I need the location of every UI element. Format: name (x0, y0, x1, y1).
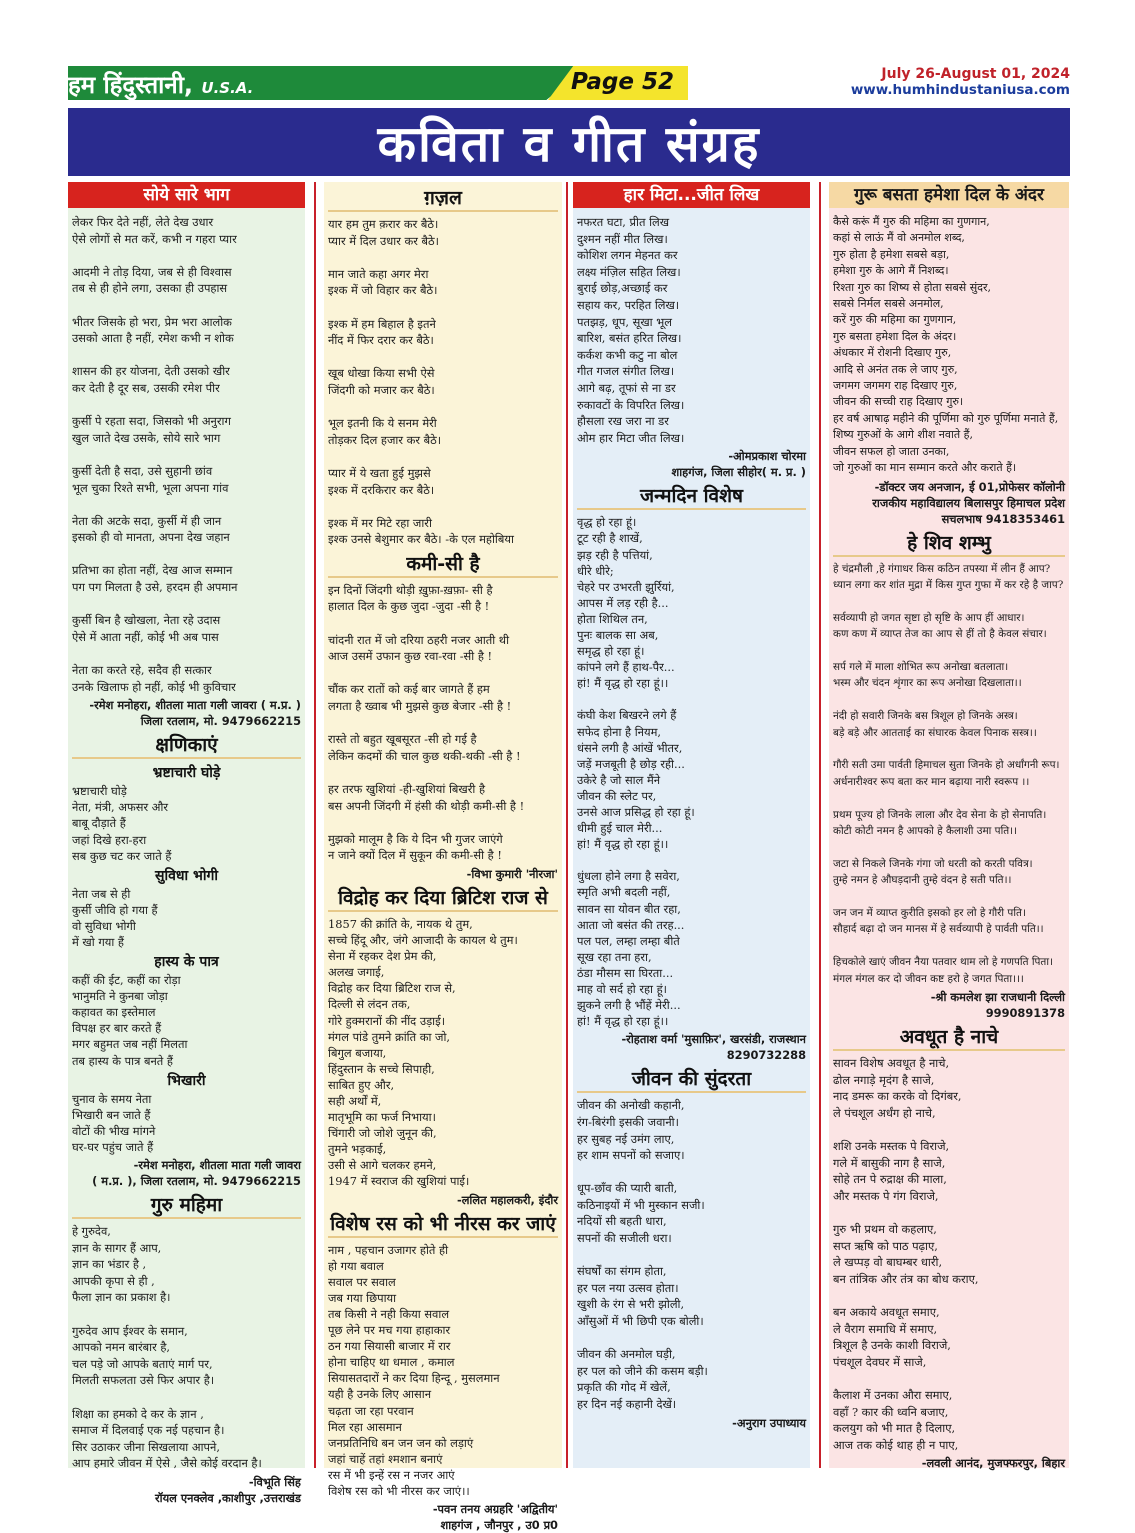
poem-body: यार हम तुम क़रार कर बैठे। प्यार में दिल उधार कर बैठे। मान जाते कहा अगर मेरा इश्क में जो विहार कर बैठे। इश्क में हम बिहाल है इतने नींद में फिर दरार कर बैठे। खूब धोखा किया सभी ऐसे जिंदगी को मजार कर बैठे। भूल इतनी कि ये सनम मेरी तोड़कर दिल हजार कर बैठे। प्यार में ये खता हुई मुझसे इश्क में दरकिरार कर बैठे। इश्क में मर मिटे रहा जारी इश्क उनसे बेशुमार कर बैठे। -के एल महोबिया (328, 217, 514, 547)
poem-credit: -अनुराग उपाध्याय (732, 1415, 806, 1430)
poem-credit: -रमेश मनोहरा, शीतला माता गली जावरा ( म.प्र. ) जिला रतलाम, मो. 9479662215 (89, 698, 301, 729)
poem-title: ग़ज़ल (328, 186, 558, 212)
masthead (68, 66, 1070, 100)
poem-subtitle: भिखारी (167, 1072, 206, 1089)
poem-credit: -पवन तनय अग्रहरि 'अद्वितीय' शाहगंज , जौनपुर , उ0 प्र0 (432, 1502, 558, 1533)
column-2 (324, 182, 562, 1533)
poem-credit: -लवली आनंद, मुजफ्फरपुर, बिहार (921, 1456, 1065, 1471)
poem-body: हे गुरुदेव, ज्ञान के सागर हैं आप, ज्ञान का भंडार है , आपकी कृपा से ही , फैला ज्ञान का प्रकाश है। गुरुदेव आप ईश्वर के समान, आपको नमन बारंबार है, चल पड़े जो आपके बताएं मार्ग पर, मिलती सफलता उसे फिर अपार है। शिक्षा का हमको दे कर के ज्ञान , समाज में दिलवाई एक नई पहचान है। सिर उठाकर जीना सिखलाया आपने, आप हमारे जीवन में ऐसे , जैसे कोई वरदान है। (72, 1224, 262, 1471)
poem-title: विशेष रस को भी नीरस कर जाएं (328, 1212, 558, 1238)
masthead-name (68, 68, 253, 101)
poem-title: अवधूत है नाचे (833, 1025, 1065, 1051)
website-link[interactable]: www.humhindustaniusa.com (850, 82, 1070, 98)
column-1 (68, 182, 305, 1505)
poem-subtitle: भ्रष्टाचारी घोड़े (152, 765, 221, 782)
newspaper-name: हम हिंदुस्तानी, (68, 71, 194, 99)
poem-title: क्षणिकाएं (72, 733, 301, 759)
poem-credit: -डॉक्टर जय अनजान, ई 01,प्रोफेसर कॉलोनी राजकीय महाविद्यालय बिलासपुर हिमाचल प्रदेश सचलभाष 9418353461 (872, 479, 1065, 526)
poem-credit: -ओमप्रकाश चोरमा शाहगंज, जिला सीहोर( म. प्र. ) (671, 449, 806, 480)
poem-title: गुरु महिमा (72, 1193, 301, 1219)
poem-body: नेता जब से ही कुर्सी जीवि हो गया हैं वो सुविधा भोगी में खो गया हैं (72, 886, 158, 949)
poem-body: लेकर फिर देते नहीं, लेते देख उधार ऐसे लोगों से मत करें, कभी न गहरा प्यार आदमी ने तोड़ दिया, जब से ही विश्वास तब से ही होने लगा, उसका ही उपहास भीतर जिसके हो भरा, प्रेम भरा आलोक उसको आता है नहीं, रमेश कभी न शोक शासन की हर योजना, देती उसको खीर कर देती है दूर सब, उसकी रमेश पीर कुर्सी पे रहता सदा, जिसको भी अनुराग खुल जाते देख उसके, सोये सारे भाग कुर्सी देती है सदा, उसे सुहानी छांव भूल चुका रिश्ते सभी, भूला अपना गांव नेता की अटके सदा, कुर्सी में ही जान इसको ही वो मानता, अपना देख जहान प्रतिभा का होता नहीं, देख आज सम्मान पग पग मिलता है उसे, हरदम ही अपमान कुर्सी बिन है खोखला, नेता रहे उदास ऐसे में आता नहीं, कोई भी अब पास नेता का करते रहे, सदैव ही सत्कार उनके खिलाफ हो नहीं, कोई भी कुविचार (72, 215, 238, 694)
poem-body: जीवन की अनोखी कहानी, रंग-बिरंगी इसकी जवानी। हर सुबह नई उमंग लाए, हर शाम सपनों को सजाए। धूप-छाँव की प्यारी बाती, कठिनाइयों में भी मुस्कान सजी। नदियों सी बहती धारा, सपनों की सजीली धरा। संघर्षों का संगम होता, हर पल नया उत्सव होता। खुशी के रंग से भरी झोली, आँसुओं में भी छिपी एक बोली। जीवन की अनमोल घड़ी, हर पल को जीने की कसम बड़ी। प्रकृति की गोद में खेलें, हर दिन नई कहानी देखें। (577, 1098, 708, 1411)
poem-title: जन्मदिन विशेष (577, 484, 806, 510)
issue-date: July 26-August 01, 2024 (881, 66, 1070, 82)
poem-body: इन दिनों जिंदगी थोड़ी ख़ुफ़ा-ख़फ़ा- सी है हालात दिल के कुछ जुदा -जुदा -सी है ! चांदनी रात में जो दरिया ठहरी नजर आती थी आज उसमें उफान कुछ रवा-रवा -सी है ! चौंक कर रातों को कई बार जागते हैं हम लगता है ख्वाब भी मुझसे कुछ बेजार -सी है ! रास्ते तो बहुत खूबसूरत -सी हो गई है लेकिन कदमों की चाल कुछ थकी-थकी -सी है ! हर तरफ खुशियां -ही-खुशियां बिखरी है बस अपनी जिंदगी में हंसी की थोड़ी कमी-सी है ! मुझको मालूम है कि ये दिन भी गुजर जाएंगे न जाने क्यों दिल में सुकून की कमी-सी है ! (328, 582, 525, 863)
poem-title: सोये सारे भाग (68, 182, 305, 208)
poem-title: हार मिटा...जीत लिख (573, 182, 810, 208)
poem-body: कहीं की ईट, कहीं का रोड़ा भानुमति ने कुनबा जोड़ा कहावत का इस्तेमाल विपक्ष हर बार करते हैं मगर बहुमत जब नहीं मिलता तब हास्य के पात्र बनते हैं (72, 973, 188, 1068)
poem-title: विद्रोह कर दिया ब्रिटिश राज से (328, 886, 558, 912)
poem-body: हे चंद्रमौली ,हे गंगाधर किस कठिन तपस्या में लीन हैं आप? ध्यान लगा कर शांत मुद्रा में किस गुप्त गुफा में कर रहे है जाप? सर्वव्यापी हो जगत सृष्टा हो सृष्टि के आप हीं आधार। कण कण में व्याप्त तेज का आप से हीं तो है केवल संचार। सर्प गले में माला शोभित रूप अनोखा बतलाता। भस्म और चंदन शृंगार का रूप अनोखा दिखलाता।। नंदी हो सवारी जिनके बस त्रिशूल हो जिनके अस्त्र। बड़े बड़े और आतताई का संघारक केवल पिनाक सस्त्र।। गौरी सती उमा पार्वती हिमाचल सुता जिनके हो अर्धांगनी रूप। अर्धनारीश्वर रूप बता कर मान बढ़ाया नारी स्वरूप ।। प्रथम पूज्य हो जिनके लाला और देव सेना के हो सेनापति। कोटी कोटी नमन है आपको हे कैलाशी उमा पति।। जटा से निकले जिनके गंगा जो धरती को करती पवित्र। तुम्हे नमन हे औघड़दानी तुम्हे वंदन हे सती पति।। जन जन में व्याप्त कुरीति इसको हर लो हे गौरी पति। सौहार्द बढ़ा दो जन मानस में हे सर्वव्यापी हे पार्वती पति।। हिचकोले खाएं जीवन नैया पतवार थाम लो हे गणपति पिता। मंगल मंगल कर दो जीवन कष्ट हरो हे जगत पिता।।। (833, 562, 1064, 985)
section-banner (68, 108, 1070, 176)
poem-body: वृद्ध हो रहा हूं। टूट रही है शाखें, झड़ रही है पत्तियां, धीरे धीरे; चेहरे पर उभरती झुर्रियां, आपस में लड़ रही है... होता शिथिल तन, पुनः बालक सा अब, समृद्ध हो रहा हूं। कांपने लगे हैं हाथ-पैर... हां! मैं वृद्ध हो रहा हूं।। कंघी केश बिखरने लगे हैं सफेद होना है नियम, धंसने लगी है आंखें भीतर, जड़ें मजबूती है छोड़ रही... उकेरे है जो साल मैंने जीवन की स्लेट पर, उनसे आज प्रसिद्ध हो रहा हूं। धीमी हुई चाल मेरी... हां! मैं वृद्ध हो रहा हूं।। धुंधला होने लगा है सवेरा, स्मृति अभी बदली नहीं, सावन सा योवन बीत रहा, आता जो बसंत की तरह... पल पल, लम्हा लम्हा बीते सूख रहा तना हरा, ठंडा मौसम सा घिरता... माह वो सर्द हो रहा हूं। झुकने लगी है भौंहें मेरी... हां! मैं वृद्ध हो रहा हूं।। (577, 515, 695, 1029)
poem-body: सावन विशेष अवधूत है नाचे, ढोल नगाड़े मृदंग है साजे, नाद डमरू का करके वो दिगंबर, ले पंचशूल अर्धंग हो नाचे, शशि उनके मस्तक पे विराजे, गले में बासुकी नाग है साजे, सोहे तन पे रुद्राक्ष की माला, और मस्तक पे गंग विराजे, गुरु भी प्रथम वो कहलाए, सप्त ऋषि को पाठ पढ़ाए, ले खप्पड़ वो बाघम्बर धारी, बन तांत्रिक और तंत्र का बोध कराए, बन अकाये अवधूत समाए, ले वैराग समाधि में समाए, त्रिशूल है उनके काशी विराजे, पंचशूल देवघर में साजे, कैलाश में उनका औरा समाए, वहाँ ? कार की ध्वनि बजाए, कलयुग को भी मात है दिलाए, आज तक कोई थाह ही न पाए, (833, 1056, 979, 1452)
poem-credit: -रोहताश वर्मा 'मुसाफ़िर', खरसंडी, राजस्थान 8290732288 (621, 1032, 806, 1063)
poem-title: कमी-सी है (328, 552, 558, 578)
page-number: Page 52 (571, 69, 674, 95)
poem-credit: -विभा कुमारी 'नीरजा' (466, 866, 558, 881)
poem-credit: -विभूति सिंह रॉयल एनक्लेव ,काशीपुर ,उत्तराखंड (154, 1474, 301, 1505)
poem-credit: -ललित महालकरी, इंदौर (456, 1192, 558, 1207)
section-title: कविता व गीत संग्रह (377, 115, 761, 173)
poem-title: गुरू बसता हमेशा दिल के अंदर (829, 182, 1069, 208)
poem-body: कैसे करूं मैं गुरु की महिमा का गुणगान, कहां से लाऊं मैं वो अनमोल शब्द, गुरु होता है हमेशा सबसे बड़ा, हमेशा गुरु के आगे मैं निशब्द। रिश्ता गुरु का शिष्य से होता सबसे सुंदर, सबसे निर्मल सबसे अनमोल, करें गुरु की महिमा का गुणगान, गुरु बसता हमेशा दिल के अंदर। अंधकार में रोशनी दिखाए गुरु, आदि से अनंत तक ले जाए गुरु, जगमग जगमग राह दिखाए गुरु, जीवन की सच्ची राह दिखाए गुरु। हर वर्ष आषाढ़ महीने की पूर्णिमा को गुरु पूर्णिमा मनाते हैं, शिष्य गुरुओं के आगे शीश नवाते हैं, जीवन सफल हो जाता उनका, जो गुरुओं का मान सम्मान करते और कराते हैं। (833, 215, 1059, 475)
poem-title: हे शिव शम्भु (833, 531, 1065, 557)
column-divider (566, 182, 568, 1468)
column-divider (314, 182, 316, 1468)
poem-body: भ्रष्टाचारी घोड़े नेता, मंत्री, अफसर और बाबू दौड़ाते हैं जहां दिखे हरा-हरा सब कुछ चट कर जाते हैं (72, 784, 172, 863)
poem-credit: -रमेश मनोहरा, शीतला माता गली जावरा ( म.प्र. ), जिला रतलाम, मो. 9479662215 (92, 1158, 301, 1188)
column-divider (819, 182, 821, 1468)
poem-subtitle: हास्य के पात्र (154, 954, 219, 971)
column-3 (573, 182, 810, 1468)
poem-body: नाम , पहचान उजागर होते ही हो गया बवाल सवाल पर सवाल जब गया छिपाया तब किसी ने नही किया सवाल पूछ लेने पर मच गया हाहाकार ठन गया सियासी बाजार में रार होना चाहिए था धमाल , कमाल सियासतदारों ने कर दिया हिन्दू , मुसलमान यही है उनके लिए आसान चढ़ता जा रहा परवान मिल रहा आसमान जनप्रतिनिधि बन जन जन को लड़ाएं जहां चाहें तहां श्मशान बनाएं रस में भी इन्हें रस न नजर आएं विशेष रस को भी नीरस कर जाएं।। (328, 1242, 500, 1498)
newspaper-usa: U.S.A. (201, 79, 254, 97)
poem-body: नफरत घटा, प्रीत लिख दुश्मन नहीं मीत लिख। कोशिश लगन मेहनत कर लक्ष्य मंज़िल सहित लिख। बुराई छोड़,अच्छाई कर सहाय कर, परहित लिख। पतझड़, धूप, सूखा भूल बारिश, बसंत हरित लिख। कर्कश कभी कटु ना बोल गीत गजल संगीत लिख। आगे बढ़, तूफां से ना डर रुकावटों के विपरित लिख। हौसला रख जरा ना डर ओम हार मिटा जीत लिख। (577, 215, 685, 445)
column-4 (829, 182, 1069, 1471)
poem-body: चुनाव के समय नेता भिखारी बन जाते हैं वोटों की भीख मांगने घर-घर पहुंच जाते हैं (72, 1091, 156, 1154)
poem-title: जीवन की सुंदरता (577, 1067, 806, 1093)
poem-subtitle: सुविधा भोगी (155, 867, 218, 884)
poem-credit: -श्री कमलेश झा राजधानी दिल्ली 9990891378 (930, 990, 1065, 1021)
poem-body: 1857 की क्रांति के, नायक थे तुम, सच्चे हिंदू और, जंगे आजादी के कायल थे तुम। सेना में रहकर देश प्रेम की, अलख जगाई, विद्रोह कर दिया ब्रिटिश राज से, दिल्ली से लंदन तक, गोरे हुक्मरानों की नींद उड़ाई। मंगल पांडे तुमने क्रांति का जो, बिगुल बजाया, हिंदुस्तान के सच्चे सिपाही, साबित हुए और, सही अर्थों में, मातृभूमि का फर्ज निभाया। चिंगारी जो जोशे जुनून की, तुमने भड़काई, उसी से आगे चलकर हमने, 1947 में स्वराज की खुशियां पाई। (328, 916, 518, 1189)
